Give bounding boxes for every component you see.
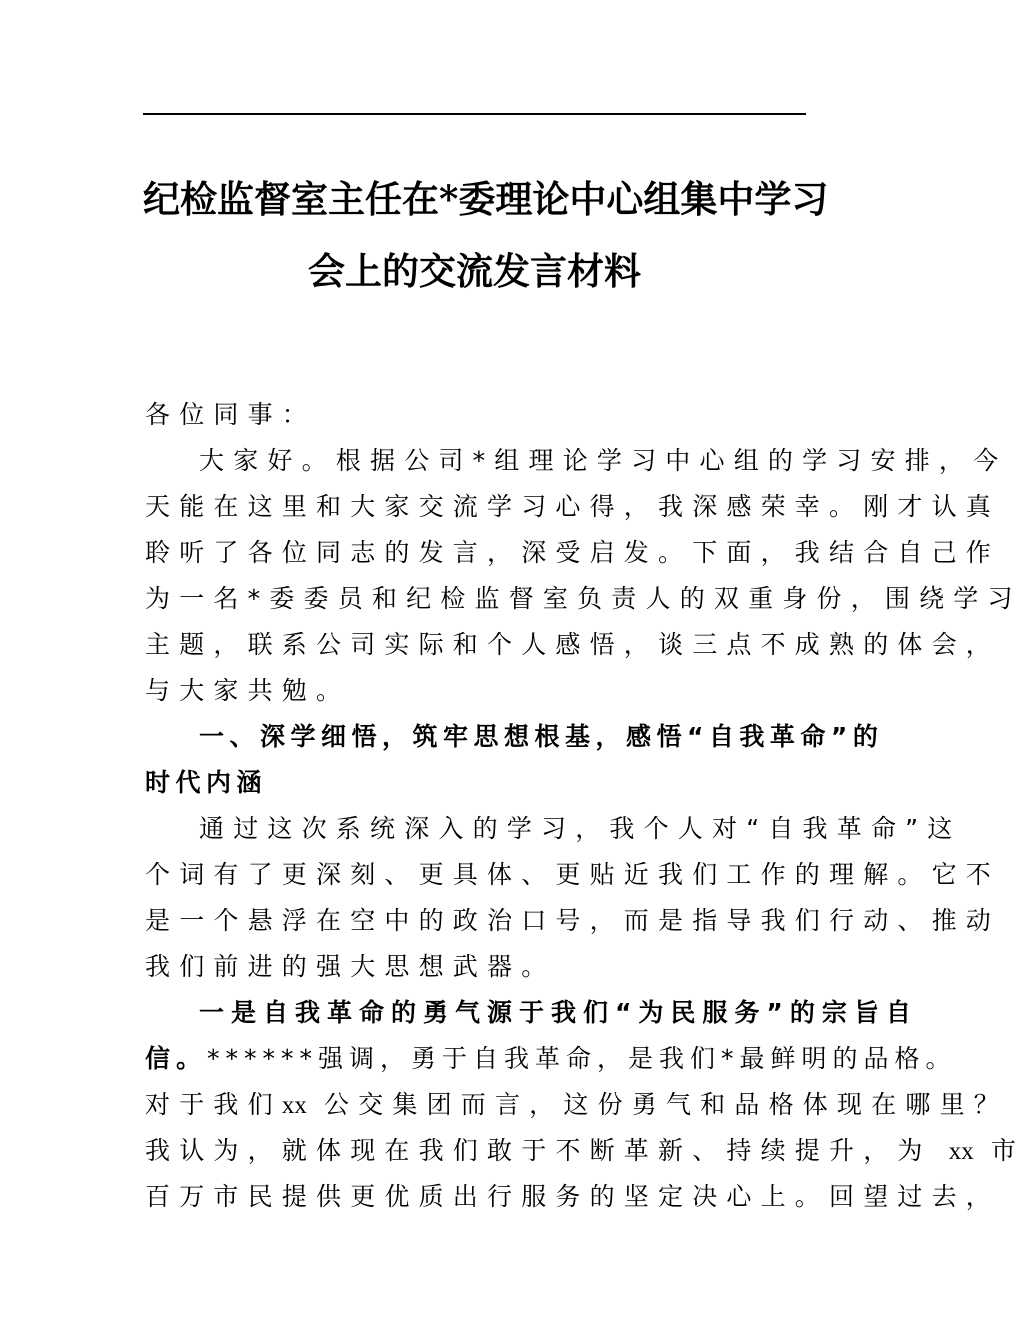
placeholder-xx: xx xyxy=(281,1092,307,1119)
paragraph-line xyxy=(145,1082,1008,1128)
document-body xyxy=(145,392,1025,1220)
intro-paragraph xyxy=(145,438,1022,714)
document-title xyxy=(143,163,829,307)
paragraph-text: 对于我们 xyxy=(145,1090,282,1119)
section-1-paragraph xyxy=(145,806,1001,990)
point-1-paragraph xyxy=(145,990,1025,1220)
heading-line: 一、深学细悟，筑牢思想根基，感悟“自我革命”的 xyxy=(199,722,884,751)
paragraph-text: 市 xyxy=(990,1136,1025,1165)
salutation: 各位同事： xyxy=(145,400,317,429)
heading-line: 时代内涵 xyxy=(145,768,268,797)
intro-line: 天能在这里和大家交流学习心得，我深感荣幸。刚才认真 xyxy=(145,492,1001,521)
header-rule xyxy=(143,113,806,115)
paragraph-line: 是一个悬浮在空中的政治口号，而是指导我们行动、推动 xyxy=(145,906,1001,935)
paragraph-text: 公交集团而言，这份勇气和品格体现在哪里？ xyxy=(323,1090,1008,1119)
paragraph-line: 我们前进的强大思想武器。 xyxy=(145,952,556,981)
paragraph-line: 个词有了更深刻、更具体、更贴近我们工作的理解。它不 xyxy=(145,860,1001,889)
title-line-2: 会上的交流发言材料 xyxy=(308,249,641,293)
intro-line: 大家好。根据公司*组理论学习中心组的学习安排，今 xyxy=(199,446,1008,475)
paragraph-line: 百万市民提供更优质出行服务的坚定决心上。回望过去， xyxy=(145,1182,1001,1211)
intro-line: 与大家共勉。 xyxy=(145,676,351,705)
title-line-1: 纪检监督室主任在*委理论中心组集中学习 xyxy=(143,177,829,221)
paragraph-line xyxy=(145,1128,1025,1174)
paragraph-line: 通过这次系统深入的学习，我个人对“自我革命”这 xyxy=(199,814,962,843)
point-1-lead: 一是自我革命的勇气源于我们“为民服务”的宗旨自 xyxy=(199,998,918,1027)
section-1-heading xyxy=(145,714,884,806)
paragraph-text: 我认为，就体现在我们敢于不断革新、持续提升，为 xyxy=(145,1136,932,1165)
intro-line: 聆听了各位同志的发言，深受启发。下面，我结合自己作 xyxy=(145,538,1001,567)
point-1-lead-end: 信。 xyxy=(145,1044,208,1073)
paragraph-text: ******强调，勇于自我革命，是我们*最鲜明的品格。 xyxy=(207,1044,957,1073)
intro-line: 主题，联系公司实际和个人感悟，谈三点不成熟的体会， xyxy=(145,630,1001,659)
intro-line: 为一名*委委员和纪检监督室负责人的双重身份，围绕学习 xyxy=(145,584,1022,613)
paragraph-line xyxy=(145,1036,957,1082)
placeholder-xx: xx xyxy=(948,1138,974,1165)
